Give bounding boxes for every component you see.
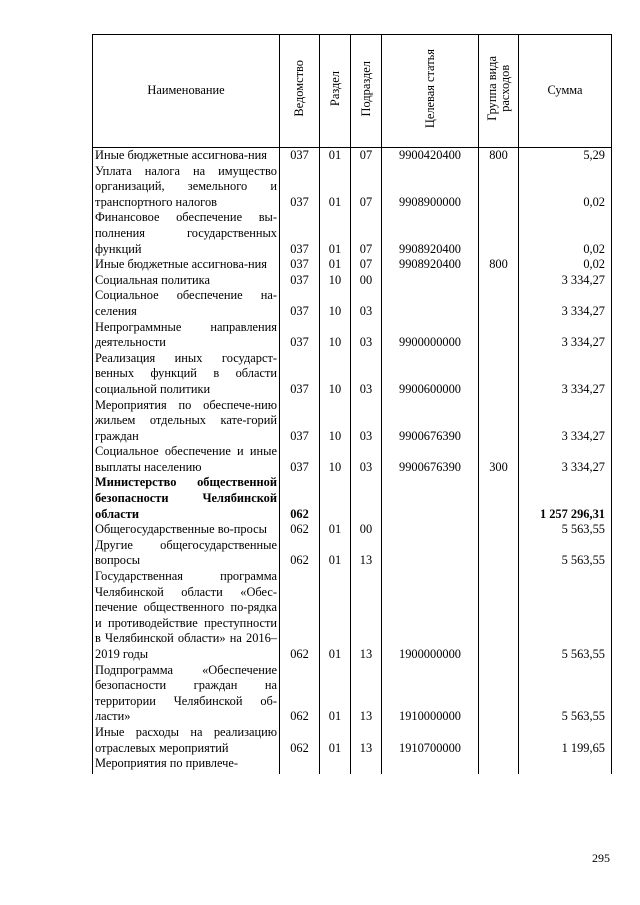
cell-target [382,475,479,522]
table-row [93,522,612,538]
cell-group [479,522,519,538]
cell-razdel: 10 [320,398,351,445]
cell-group [479,663,519,725]
cell-target: 1900000000 [382,569,479,663]
table-row [93,288,612,319]
header-sum: Сумма [519,35,612,148]
cell-name: Государственная программа Челябинской области «Обес-печение общественного по-рядка и противодействие преступности в Челябинской области» на 2016–2019 годы [93,569,280,663]
cell-target: 9900420400 [382,148,479,164]
cell-razdel: 01 [320,148,351,164]
table-row [93,273,612,289]
cell-target: 1910000000 [382,663,479,725]
cell-vedomstvo: 037 [280,444,320,475]
cell-razdel: 01 [320,663,351,725]
cell-razdel: 01 [320,257,351,273]
cell-name: Финансовое обеспечение вы-полнения государственных функций [93,210,280,257]
cell-group [479,320,519,351]
cell-group [479,273,519,289]
cell-podrazdel: 07 [351,148,382,164]
cell-podrazdel: 03 [351,320,382,351]
cell-vedomstvo: 037 [280,164,320,211]
cell-podrazdel: 13 [351,663,382,725]
cell-sum: 5 563,55 [519,569,612,663]
cell-razdel: 10 [320,351,351,398]
cell-podrazdel: 07 [351,210,382,257]
cell-vedomstvo: 062 [280,475,320,522]
header-razdel: Раздел [320,35,351,148]
cell-vedomstvo: 037 [280,288,320,319]
cell-sum: 1 199,65 [519,725,612,756]
cell-podrazdel: 00 [351,273,382,289]
cell-group [479,475,519,522]
cell-sum: 0,02 [519,210,612,257]
cell-sum: 3 334,27 [519,444,612,475]
cell-sum: 3 334,27 [519,273,612,289]
cell-sum: 5 563,55 [519,522,612,538]
cell-group [479,538,519,569]
cell-name: Социальное обеспечение и иные выплаты населению [93,444,280,475]
cell-name: Подпрограмма «Обеспечение безопасности граждан на территории Челябинской об-ласти» [93,663,280,725]
table-row [93,569,612,663]
cell-name: Социальное обеспечение на-селения [93,288,280,319]
cell-podrazdel: 07 [351,164,382,211]
cell-group: 300 [479,444,519,475]
cell-group [479,725,519,756]
cell-vedomstvo: 062 [280,538,320,569]
table-row [93,257,612,273]
cell-name: Общегосударственные во-просы [93,522,280,538]
header-podrazdel: Подраздел [351,35,382,148]
cell-target [382,522,479,538]
cell-group [479,210,519,257]
cell-sum: 1 257 296,31 [519,475,612,522]
cell-target [382,273,479,289]
cell-podrazdel [351,475,382,522]
table-row [93,756,612,774]
cell-name: Мероприятия по привлече- [93,756,280,774]
cell-razdel: 10 [320,444,351,475]
header-vedomstvo: Ведомство [280,35,320,148]
cell-sum: 3 334,27 [519,288,612,319]
cell-sum: 5,29 [519,148,612,164]
cell-vedomstvo: 062 [280,725,320,756]
table-row [93,320,612,351]
cell-razdel: 01 [320,725,351,756]
cell-vedomstvo [280,756,320,774]
header-target: Целевая статья [382,35,479,148]
cell-group [479,288,519,319]
cell-vedomstvo: 037 [280,148,320,164]
cell-sum: 3 334,27 [519,320,612,351]
cell-vedomstvo: 037 [280,273,320,289]
page-number: 295 [592,851,610,865]
table-row [93,398,612,445]
cell-podrazdel: 03 [351,351,382,398]
cell-podrazdel: 00 [351,522,382,538]
table-header-row [93,35,612,148]
cell-target: 9900676390 [382,398,479,445]
table-row [93,444,612,475]
cell-group: 800 [479,148,519,164]
cell-target [382,538,479,569]
table-row [93,538,612,569]
cell-vedomstvo: 037 [280,351,320,398]
table-row [93,164,612,211]
cell-vedomstvo: 037 [280,257,320,273]
cell-podrazdel: 13 [351,538,382,569]
cell-vedomstvo: 062 [280,522,320,538]
cell-razdel: 01 [320,538,351,569]
cell-sum: 5 563,55 [519,663,612,725]
cell-podrazdel: 03 [351,288,382,319]
cell-name: Непрограммные направления деятельности [93,320,280,351]
cell-vedomstvo: 062 [280,569,320,663]
cell-target: 9900676390 [382,444,479,475]
header-name: Наименование [93,35,280,148]
cell-razdel [320,475,351,522]
cell-vedomstvo: 062 [280,663,320,725]
cell-razdel [320,756,351,774]
cell-vedomstvo: 037 [280,320,320,351]
cell-razdel: 10 [320,273,351,289]
cell-razdel: 10 [320,288,351,319]
cell-razdel: 10 [320,320,351,351]
cell-target: 9900000000 [382,320,479,351]
cell-group [479,164,519,211]
cell-podrazdel: 13 [351,725,382,756]
budget-table [92,34,612,774]
cell-target [382,288,479,319]
cell-sum: 3 334,27 [519,398,612,445]
cell-group [479,351,519,398]
cell-podrazdel: 07 [351,257,382,273]
cell-name: Мероприятия по обеспече-нию жильем отдельных кате-горий граждан [93,398,280,445]
cell-podrazdel: 13 [351,569,382,663]
table-row [93,210,612,257]
cell-vedomstvo: 037 [280,210,320,257]
table-row [93,148,612,164]
cell-target: 9908920400 [382,210,479,257]
cell-razdel: 01 [320,164,351,211]
cell-name: Уплата налога на имущество организаций, земельного и транспортного налогов [93,164,280,211]
table-row [93,663,612,725]
cell-razdel: 01 [320,210,351,257]
cell-name: Иные бюджетные ассигнова-ния [93,148,280,164]
cell-podrazdel [351,756,382,774]
cell-sum: 0,02 [519,257,612,273]
cell-target [382,756,479,774]
cell-target: 9900600000 [382,351,479,398]
cell-podrazdel: 03 [351,398,382,445]
cell-name: Иные бюджетные ассигнова-ния [93,257,280,273]
cell-name: Иные расходы на реализацию отраслевых мероприятий [93,725,280,756]
cell-sum [519,756,612,774]
cell-sum: 5 563,55 [519,538,612,569]
cell-name: Реализация иных государст-венных функций в области социальной политики [93,351,280,398]
cell-group [479,398,519,445]
cell-target: 9908920400 [382,257,479,273]
cell-name: Другие общегосударственные вопросы [93,538,280,569]
table-row [93,725,612,756]
cell-vedomstvo: 037 [280,398,320,445]
table-row [93,351,612,398]
cell-razdel: 01 [320,569,351,663]
cell-sum: 3 334,27 [519,351,612,398]
cell-podrazdel: 03 [351,444,382,475]
cell-name: Министерство общественной безопасности Челябинской области [93,475,280,522]
table-row [93,475,612,522]
cell-sum: 0,02 [519,164,612,211]
cell-group [479,756,519,774]
header-group: Группа вида расходов [479,35,519,148]
cell-target: 1910700000 [382,725,479,756]
cell-name: Социальная политика [93,273,280,289]
cell-razdel: 01 [320,522,351,538]
cell-group [479,569,519,663]
cell-group: 800 [479,257,519,273]
cell-target: 9908900000 [382,164,479,211]
